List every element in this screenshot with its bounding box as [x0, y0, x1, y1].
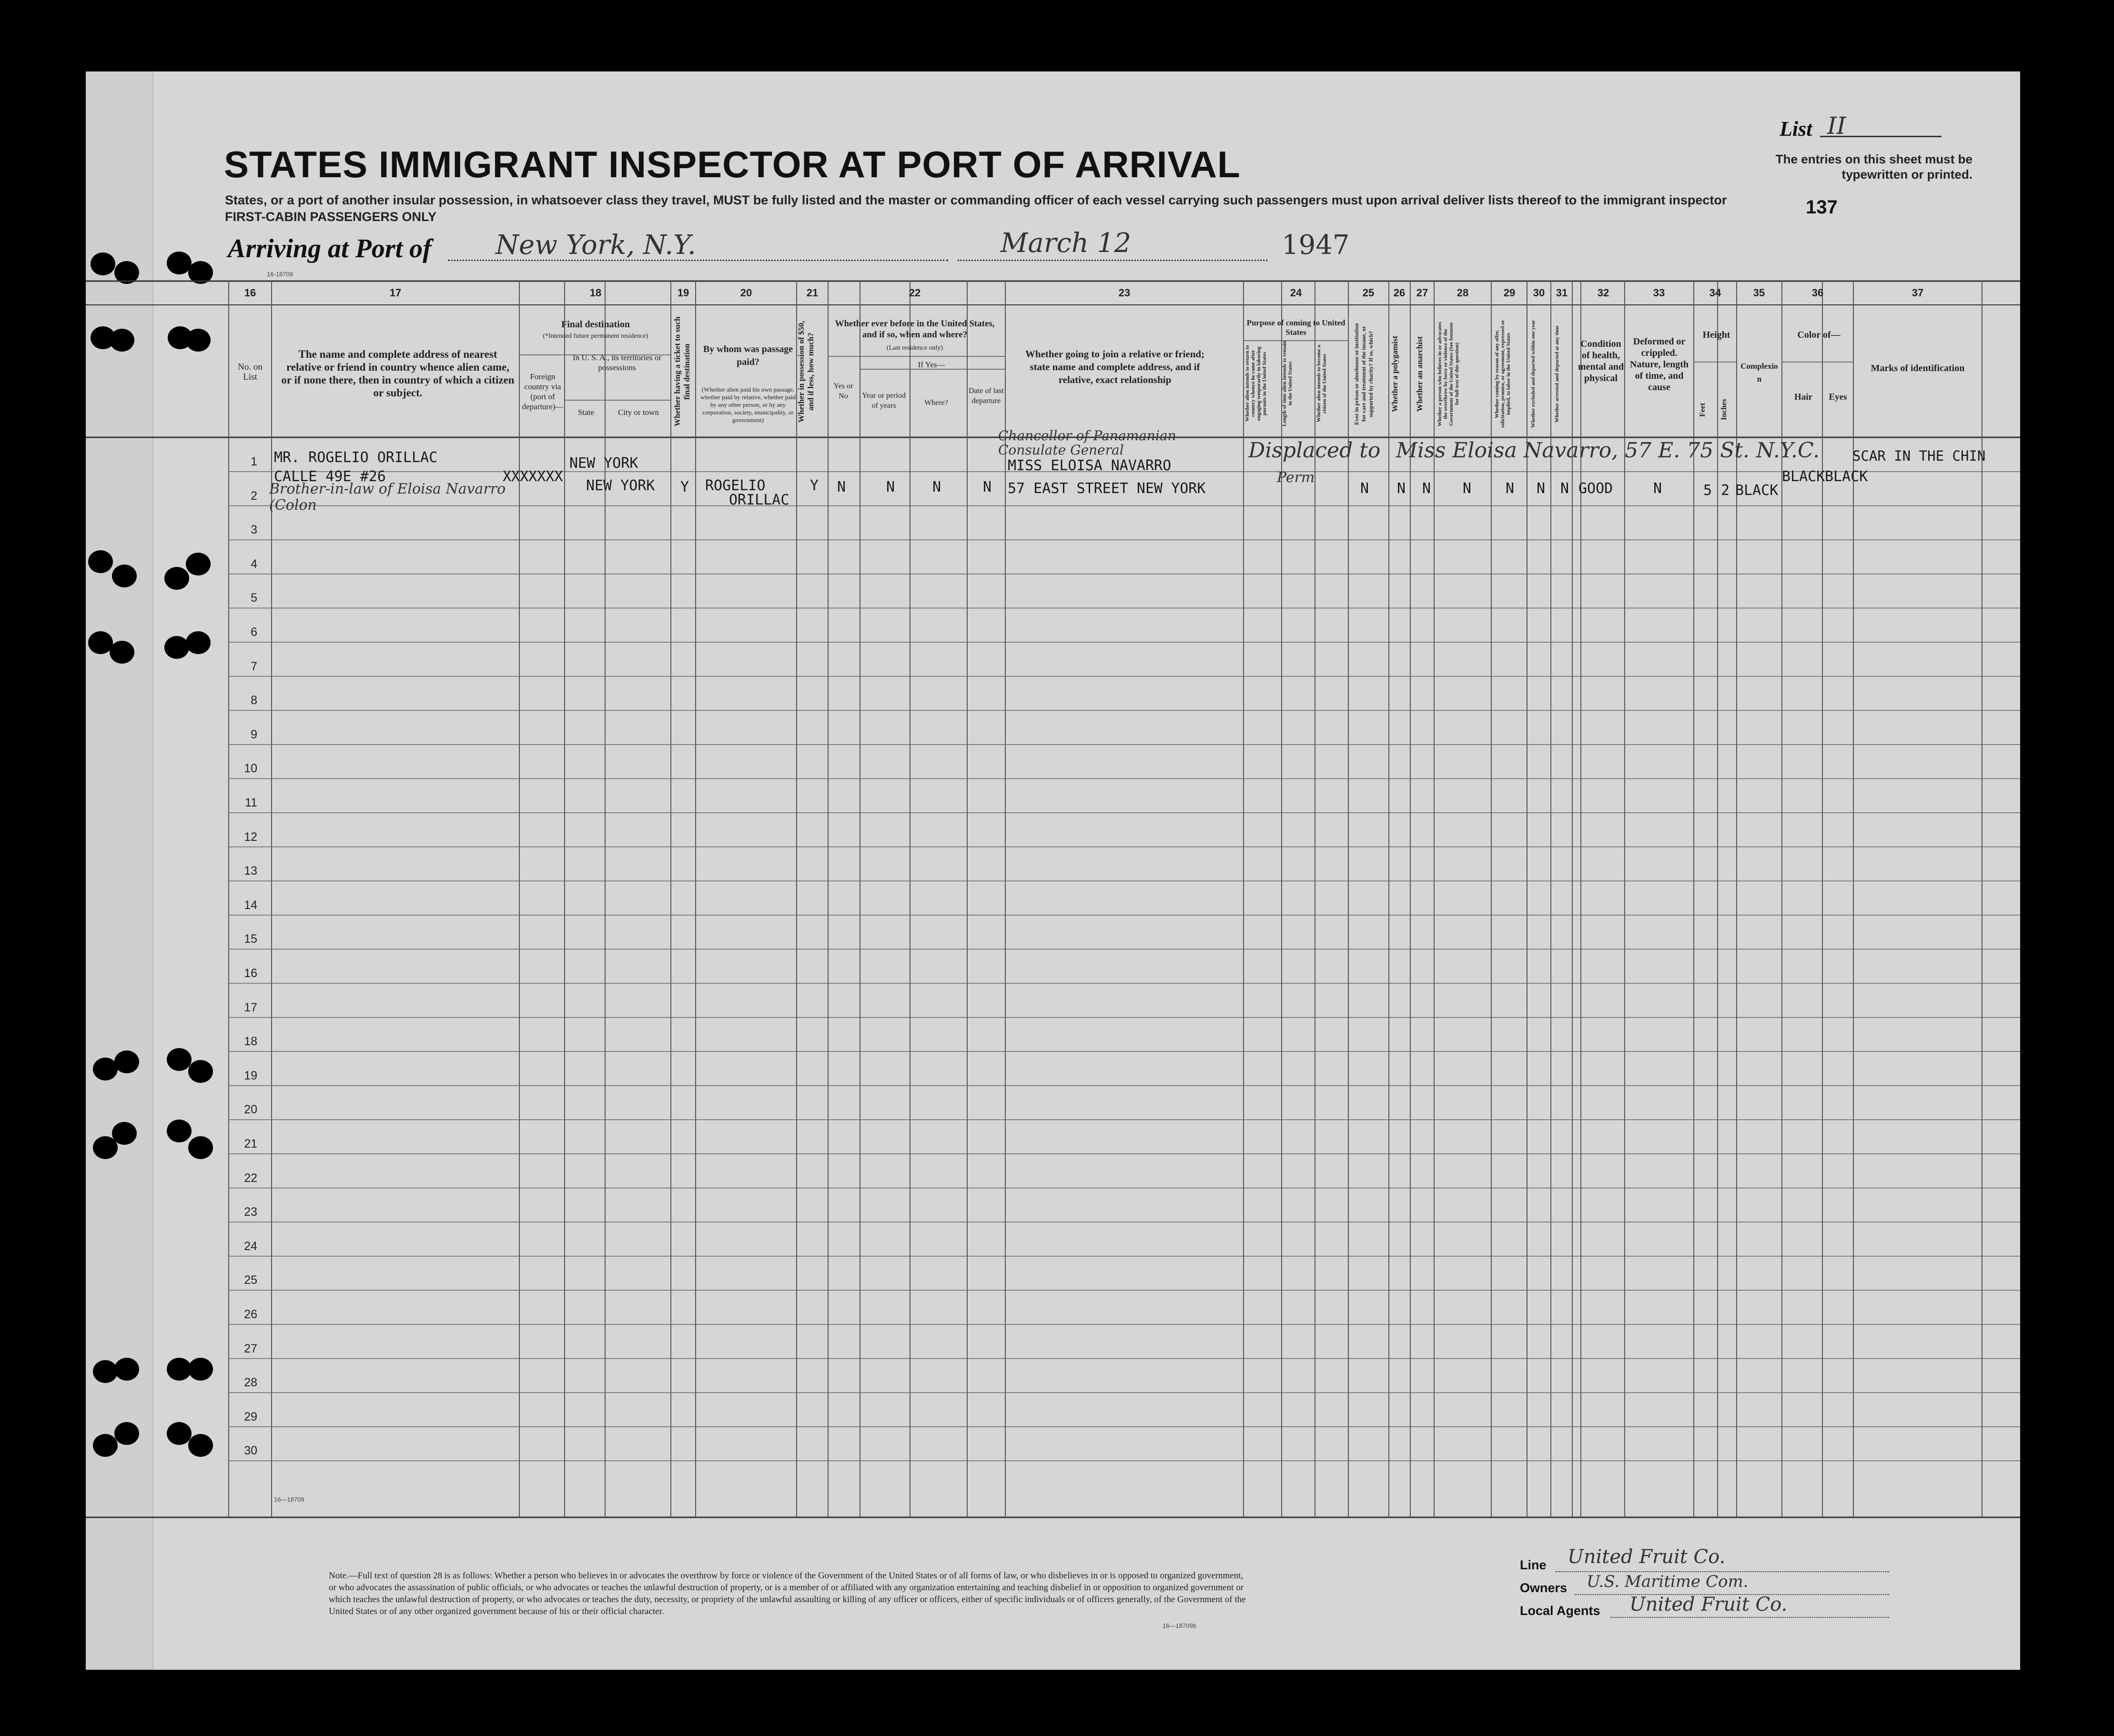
before-yesno: N [837, 479, 846, 495]
col29-header: Whether coming by reason of any offer, solicitation, promise, or agreement, expressed or implied, to labor in the United States [1494, 320, 1511, 428]
col16-header: No. on List [238, 362, 263, 382]
row-number: 1 [251, 455, 257, 468]
col36-eyes: Eyes [1829, 392, 1847, 402]
row-number: 2 [251, 489, 257, 503]
form-number: 16-18709 [267, 271, 293, 278]
line-value: United Fruit Co. [1568, 1546, 1726, 1568]
column-number: 23 [1118, 287, 1131, 299]
column-number: 22 [909, 287, 921, 299]
col37-header: Marks of identification [1871, 363, 1965, 373]
owners-value: U.S. Maritime Com. [1587, 1572, 1749, 1591]
relative-handwritten: Brother-in-law of Eloisa Navarro (Colon [269, 481, 506, 514]
before-where: N [932, 479, 941, 495]
date-field: March 12 [1001, 228, 1131, 259]
year-field: 1947 [1282, 230, 1350, 261]
col28-header: Whether a person who believes in or advocates the overthrow by force or violence of the Government of the United States (See footnote for full text of this question) [1437, 322, 1460, 426]
answer-c26: N [1397, 480, 1406, 497]
col20-header: By whom was passage paid? [703, 344, 793, 367]
col24-return: Whether alien intends to return to country whence he came after engaging temporarily in laboring pursuits in the United States [1244, 345, 1267, 422]
grid-form-code: 16—18709 [274, 1496, 304, 1503]
join-address: 57 EAST STREET NEW YORK [1008, 480, 1206, 497]
row-number: 27 [244, 1342, 257, 1355]
col24-length: Length of time alien intends to remain in the United States [1282, 341, 1293, 426]
col18-subheader: (*Intended future permanent residence) [543, 333, 648, 340]
column-number: 37 [1912, 287, 1924, 299]
height-inches: 2 [1721, 482, 1730, 499]
row-number: 22 [244, 1171, 257, 1185]
ticket-answer: Y [680, 479, 689, 495]
header-instruction: States, or a port of another insular possession, in whatsoever class they travel, MUST be fully listed and the master or commanding officer of each vessel carrying such passengers must upon arrival deliver lists thereof to the immigrant inspector [225, 193, 1727, 207]
col22-where: Where? [924, 399, 948, 407]
column-number: 35 [1753, 287, 1765, 299]
row-number: 4 [251, 557, 257, 571]
col22-ifyes: If Yes— [918, 360, 945, 369]
col18-header: Final destination [561, 319, 630, 330]
column-number: 29 [1503, 287, 1516, 299]
row-number: 26 [244, 1308, 257, 1321]
answer-c28: N [1463, 480, 1472, 497]
row-number: 12 [244, 830, 257, 844]
row-number: 23 [244, 1205, 257, 1219]
height-feet: 5 [1703, 482, 1712, 499]
join-handwritten: Chancellor of Panamanian Consulate General [998, 428, 1176, 458]
col20-subheader: (Whether alien paid his own passage, whether paid by relative, whether paid by any other person, or by any corporation, society, municipality, or government) [700, 386, 796, 424]
column-number: 24 [1290, 287, 1302, 299]
row-number: 10 [244, 762, 257, 776]
destination-state: NEW YORK [569, 455, 638, 472]
marks-answer: SCAR IN THE CHIN [1852, 448, 1986, 464]
col23-header: Whether going to join a relative or friend; state name and complete address, and if relative, exact relationship [1025, 348, 1205, 385]
typewritten-note: The entries on this sheet must be typewritten or printed. [1775, 152, 1972, 182]
eyes-answer: BLACK [1825, 468, 1868, 485]
row-number: 18 [244, 1035, 257, 1049]
col24-header: Purpose of coming to United States [1246, 318, 1345, 337]
agents-label: Local Agents [1520, 1604, 1600, 1618]
before-date: N [983, 479, 992, 495]
column-number: 21 [806, 287, 819, 299]
col17-header: The name and complete address of nearest relative or friend in country whence alien came, or if none there, then in country of which a citizen or subject. [281, 348, 515, 399]
destination-city: NEW YORK [586, 477, 655, 494]
destination-handwritten: Miss Eloisa Navarro, 57 E. 75 St. N.Y.C. [1396, 438, 1820, 463]
column-number: 17 [389, 287, 402, 299]
hair-answer: BLACK [1782, 468, 1825, 485]
row-number: 17 [244, 1000, 257, 1014]
col18-city: City or town [618, 408, 659, 417]
row-number: 29 [244, 1410, 257, 1423]
col22-header: Whether ever before in the United States, and if so, when and where? [835, 319, 995, 340]
column-number: 36 [1811, 287, 1824, 299]
complexion-answer: BLACK [1735, 482, 1779, 499]
date-underline [958, 260, 1267, 261]
before-period: N [886, 479, 895, 495]
money-answer: Y [810, 477, 819, 494]
col22-period: Year or period of years [862, 392, 906, 410]
col34-feet: Feet [1699, 403, 1707, 417]
punch-hole [91, 252, 115, 275]
row-number: 20 [244, 1103, 257, 1117]
row-number: 28 [244, 1376, 257, 1390]
agents-underline [1610, 1617, 1889, 1618]
col22-date: Date of last departure [969, 387, 1004, 405]
col18-usa: In U. S. A., its territories or possessions [572, 353, 662, 372]
port-underline [448, 260, 948, 261]
row-number: 19 [244, 1069, 257, 1082]
footnote-code: 16—18709b [1163, 1622, 1196, 1629]
arriving-label: Arriving at Port of [228, 234, 432, 263]
answer-c30: N [1537, 480, 1546, 497]
purpose-handwritten: Displaced to [1248, 438, 1381, 463]
column-number: 18 [589, 287, 602, 299]
row-number: 11 [245, 796, 257, 809]
col35-header: Complexion [1740, 362, 1778, 384]
row-number: 25 [244, 1273, 257, 1287]
col22-yesno: Yes or No [833, 382, 853, 400]
column-number: 33 [1653, 287, 1665, 299]
header-class-note: FIRST-CABIN PASSENGERS ONLY [225, 210, 437, 224]
deformed-answer: N [1653, 480, 1662, 497]
answer-c27: N [1422, 480, 1431, 497]
row-number: 5 [251, 591, 257, 605]
col26-header: Whether a polygamist [1390, 335, 1399, 413]
row-number: 7 [251, 659, 257, 673]
passage-paid-by-2: ORILLAC [729, 492, 789, 508]
col22-subheader: (Last residence only) [886, 344, 943, 352]
list-value: II [1827, 112, 1846, 140]
col18-state: State [578, 408, 594, 417]
column-number: 25 [1362, 287, 1375, 299]
col34-inches: Inches [1720, 399, 1728, 421]
agents-value: United Fruit Co. [1629, 1594, 1788, 1615]
health-answer: GOOD [1578, 480, 1613, 497]
col25-header: Ever in prison or almshouse or institution for care and treatment of the insane, or supported by charity? If so, which? [1353, 323, 1374, 425]
relative-name: MR. ROGELIO ORILLAC [274, 449, 438, 466]
row-number: 8 [251, 694, 257, 707]
row-number: 13 [244, 864, 257, 878]
row-number: 16 [244, 967, 257, 980]
col34-header: Height [1702, 330, 1730, 340]
page-stamp: 137 [1806, 197, 1838, 218]
row-number: 30 [244, 1444, 257, 1458]
col18-foreign: Foreign country via (port of departure)— [522, 372, 564, 411]
row-number: 24 [244, 1239, 257, 1253]
col32-header: Condition of health, mental and physical [1578, 339, 1624, 384]
column-number: 26 [1393, 287, 1406, 299]
column-number: 28 [1457, 287, 1469, 299]
list-label: List [1780, 117, 1812, 141]
row-number: 14 [244, 898, 257, 912]
col24-citizen: Whether alien intends to become a citizen of the United States [1316, 344, 1327, 423]
answer-c25: N [1360, 480, 1369, 497]
row-number: 21 [244, 1137, 257, 1151]
col27-header: Whether an anarchist [1415, 336, 1424, 412]
col36-header: Color of— [1797, 330, 1841, 340]
row-number: 9 [251, 727, 257, 741]
passage-paid-by-1: ROGELIO [705, 477, 766, 494]
col31-header: Whether arrested and deported at any time [1554, 325, 1560, 423]
col30-header: Whether excluded and deported within one year [1530, 320, 1536, 428]
relative-address: CALLE 49E #26 [274, 468, 386, 485]
row-number: 6 [251, 626, 257, 639]
col21-header: Whether in possession of $50, and if less, how much? [797, 321, 815, 423]
footnote-q28: Note.—Full text of question 28 is as follows: Whether a person who believes in or advocates the overthrow by force or violence of the Government of the United States or of all forms of law, or who disbelieves in or is opposed to organized government, or who advocates the assassination of public officials, or who advocates or teaches the unlawful destruction of property, or is a member of or affiliated with any organization entertaining and teaching disbelief in or opposition to organized government or which teaches the unlawful destruction of property, or who advocates or teaches the duty, necessity, or propriety of the unlawful assaulting or killing of any officer or officers, either of specific individuals or of officers generally, of the Government of the United States or of any other organized government because of his or their official character. [329, 1571, 1246, 1616]
owners-label: Owners [1520, 1581, 1568, 1595]
col19-header: Whether having a ticket to such final destination [673, 316, 691, 427]
column-number: 16 [244, 287, 256, 299]
join-name: MISS ELOISA NAVARRO [1008, 457, 1172, 474]
list-underline [1820, 136, 1942, 137]
col36-hair: Hair [1794, 392, 1812, 402]
row-number: 15 [244, 932, 257, 946]
column-number: 27 [1416, 287, 1428, 299]
row-number: 3 [251, 523, 257, 537]
column-number: 31 [1556, 287, 1568, 299]
answer-c31: N [1560, 480, 1569, 497]
column-number: 19 [677, 287, 689, 299]
purpose-mark: Perm [1277, 469, 1315, 486]
col33-header: Deformed or crippled. Nature, length of time, and cause [1630, 336, 1689, 393]
column-number: 30 [1533, 287, 1545, 299]
column-number: 32 [1597, 287, 1609, 299]
foreign-via: XXXXXXX [503, 468, 563, 485]
column-number: 34 [1709, 287, 1721, 299]
line-label: Line [1520, 1558, 1547, 1572]
answer-c29: N [1506, 480, 1515, 497]
page-title: STATES IMMIGRANT INSPECTOR AT PORT OF ARRIVAL [224, 143, 1241, 185]
port-field: New York, N.Y. [496, 230, 696, 261]
column-number: 20 [740, 287, 752, 299]
